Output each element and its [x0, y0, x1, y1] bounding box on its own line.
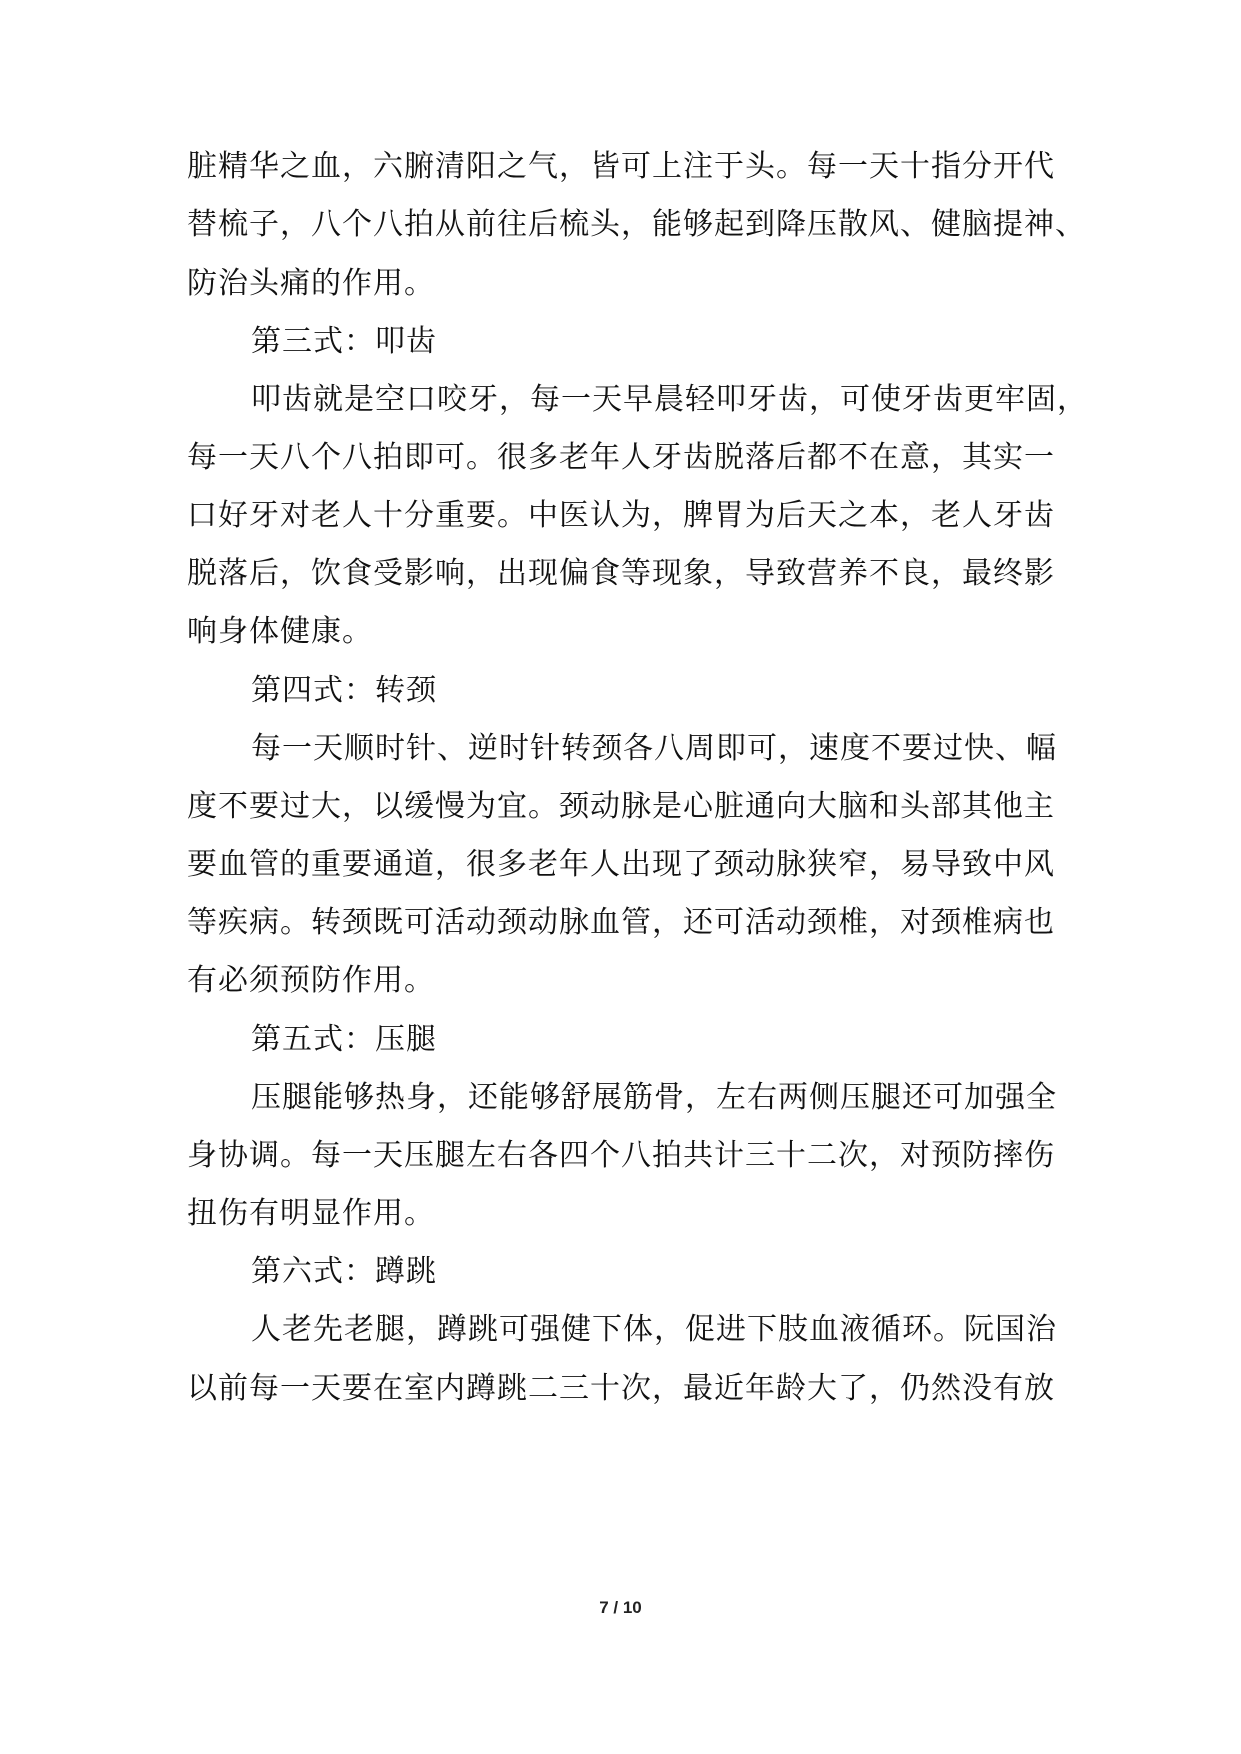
- text-line: 替梳子，八个八拍从前往后梳头，能够起到降压散风、健脑提神、: [187, 207, 1086, 242]
- paragraph-first-line: 每一天顺时针、逆时针转颈各八周即可，速度不要过快、幅: [251, 731, 1057, 766]
- paragraph-first-line: 叩齿就是空口咬牙，每一天早晨轻叩牙齿，可使牙齿更牢固，: [251, 382, 1088, 417]
- section-heading-3: 第三式：叩齿: [251, 324, 437, 359]
- section-heading-4: 第四式：转颈: [251, 673, 437, 708]
- text-line: 等疾病。转颈既可活动颈动脉血管，还可活动颈椎，对颈椎病也: [187, 905, 1055, 940]
- text-line: 响身体健康。: [187, 614, 373, 649]
- section-heading-5: 第五式：压腿: [251, 1022, 437, 1057]
- text-line: 脱落后，饮食受影响，出现偏食等现象，导致营养不良，最终影: [187, 556, 1055, 591]
- text-line: 脏精华之血，六腑清阳之气，皆可上注于头。每一天十指分开代: [187, 149, 1055, 184]
- section-heading-6: 第六式：蹲跳: [251, 1254, 437, 1289]
- text-line: 以前每一天要在室内蹲跳二三十次，最近年龄大了，仍然没有放: [187, 1371, 1055, 1406]
- text-line: 扭伤有明显作用。: [187, 1196, 435, 1231]
- paragraph-first-line: 压腿能够热身，还能够舒展筋骨，左右两侧压腿还可加强全: [251, 1080, 1057, 1115]
- text-line: 身协调。每一天压腿左右各四个八拍共计三十二次，对预防摔伤: [187, 1138, 1055, 1173]
- page-number: 7 / 10: [599, 1598, 642, 1617]
- text-line: 防治头痛的作用。: [187, 266, 435, 301]
- text-line: 要血管的重要通道，很多老年人出现了颈动脉狭窄，易导致中风: [187, 847, 1055, 882]
- text-line: 口好牙对老人十分重要。中医认为，脾胃为后天之本，老人牙齿: [187, 498, 1055, 533]
- text-line: 有必须预防作用。: [187, 963, 435, 998]
- paragraph-first-line: 人老先老腿，蹲跳可强健下体，促进下肢血液循环。阮国治: [251, 1312, 1057, 1347]
- text-line: 度不要过大，以缓慢为宜。颈动脉是心脏通向大脑和头部其他主: [187, 789, 1055, 824]
- text-line: 每一天八个八拍即可。很多老年人牙齿脱落后都不在意，其实一: [187, 440, 1055, 475]
